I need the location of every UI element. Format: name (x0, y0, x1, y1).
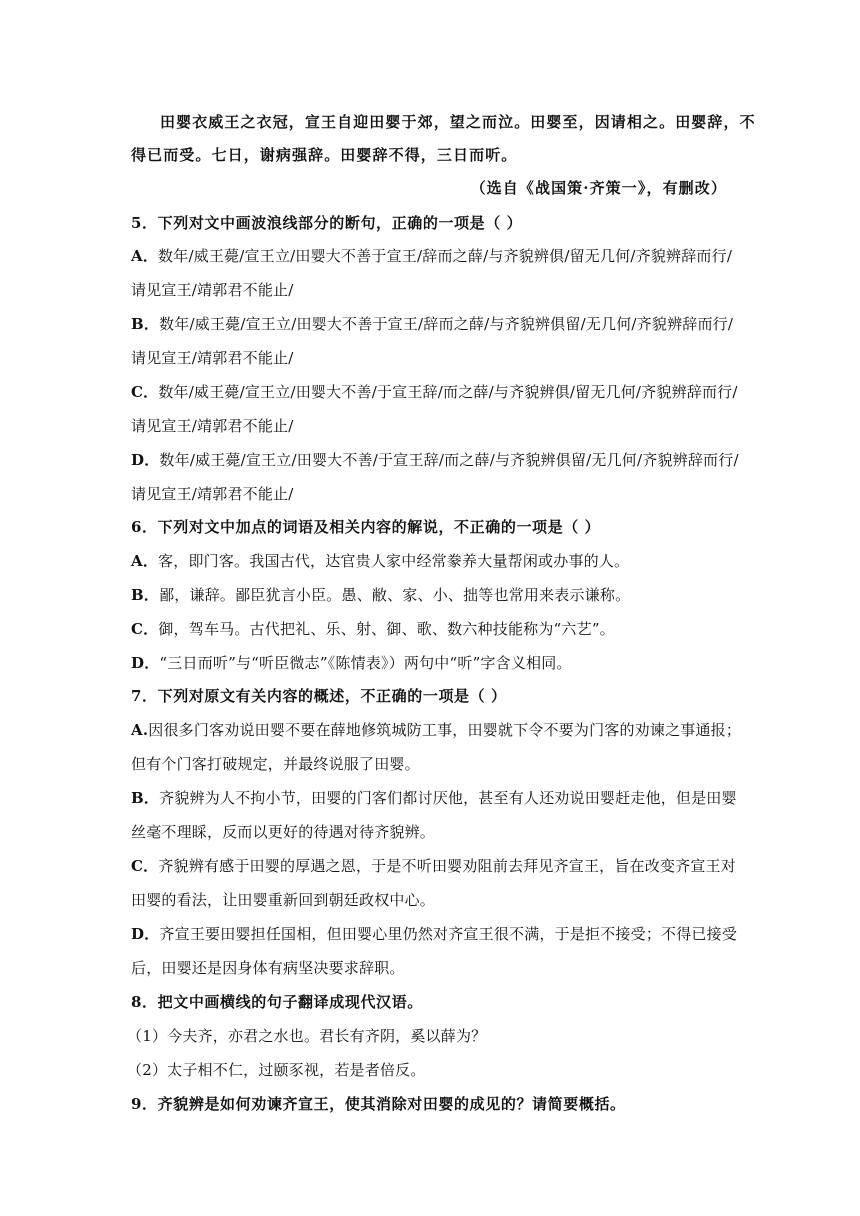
question-8-item-2 (127, 1060, 727, 1080)
question-6-option-d (131, 653, 731, 673)
option-key: C． (131, 620, 159, 638)
question-5-option-a-cont: 请见宣王/靖郭君不能止/ (131, 281, 294, 299)
question-7-option-c-cont: 田婴的看法，让田婴重新回到朝廷政权中心。 (131, 891, 436, 909)
option-text: 数年/威王薨/宣王立/田婴大不善/于宣王辞/而之薛/与齐貌辨俱留/无几何/齐貌辨辞而行/ (159, 451, 739, 469)
question-7-option-a (131, 720, 742, 740)
question-5-stem: 5．下列对文中画波浪线部分的断句，正确的一项是（ ） (131, 214, 523, 232)
option-key: C． (131, 383, 159, 401)
question-7-option-c (131, 856, 736, 876)
option-key: B． (131, 789, 160, 807)
option-text: 御，驾车马。古代把礼、乐、射、御、歌、数六种技能称为“六艺”。 (158, 620, 615, 638)
option-key: D． (131, 654, 160, 672)
item-text: 今夫齐，亦君之水也。君长有齐阴，奚以薛为？ (167, 1027, 487, 1045)
option-text: 客，即门客。我国古代，达官贵人家中经常豢养大量帮闲或办事的人。 (158, 552, 630, 570)
option-key: B． (131, 315, 160, 333)
passage-line-2 (131, 145, 731, 165)
option-text: 鄙，谦辞。鄙臣犹言小臣。愚、敝、家、小、拙等也常用来表示谦称。 (159, 586, 631, 604)
option-text: 齐宣王要田婴担任国相，但田婴心里仍然对齐宣王很不满，于是拒不接受；不得已接受 (159, 925, 738, 943)
option-key: A. (131, 721, 149, 739)
question-7-option-b (131, 788, 737, 808)
question-6-option-a (131, 551, 731, 571)
question-8-item-1 (127, 1026, 727, 1046)
option-text: 数年/威王薨/宣王立/田婴大不善/于宣王辞/而之薛/与齐貌辨俱/留无几何/齐貌辨辞而行/ (158, 383, 738, 401)
question-7-option-d (131, 924, 738, 944)
question-5-option-d (131, 450, 739, 470)
option-key: A． (131, 552, 159, 570)
option-key: D． (131, 451, 160, 469)
question-7-stem: 7．下列对原文有关内容的概述，不正确的一项是（ ） (131, 687, 507, 705)
question-6-option-b (131, 585, 731, 605)
option-text: 数年/威王薨/宣王立/田婴大不善于宣王/辞而之薛/与齐貌辨俱留/无几何/齐貌辨辞而行/ (159, 315, 734, 333)
option-key: B． (131, 586, 160, 604)
question-6-stem: 6．下列对文中加点的词语及相关内容的解说，不正确的一项是（ ） (131, 518, 601, 536)
option-text: 齐貌辨为人不拘小节，田婴的门客们都讨厌他，甚至有人还劝说田婴赶走他，但是田婴 (159, 789, 737, 807)
question-8-stem: 8．把文中画横线的句子翻译成现代汉语。 (131, 993, 423, 1011)
item-key: （2） (127, 1061, 168, 1079)
question-9-stem: 9．齐貌辨是如何劝谏齐宣王，使其消除对田婴的成见的？请简要概括。 (131, 1095, 626, 1113)
option-text: “三日而听”与“听臣微志”《陈情表》）两句中“听”字含义相同。 (159, 654, 572, 672)
option-key: C． (131, 857, 159, 875)
question-5-option-b (131, 314, 734, 334)
item-key: （1） (127, 1027, 168, 1045)
question-7-option-b-cont: 丝毫不理睬，反而以更好的待遇对待齐貌辨。 (131, 823, 436, 841)
option-text: 齐貌辨有感于田婴的厚遇之恩，于是不听田婴劝阻前去拜见齐宣王，旨在改变齐宣王对 (158, 857, 736, 875)
question-5-option-b-cont: 请见宣王/靖郭君不能止/ (131, 349, 294, 367)
passage-source: （选自《战国策·齐策一》，有删改） (470, 179, 727, 197)
question-5-option-c (131, 382, 738, 402)
question-5-option-a (131, 246, 731, 266)
question-7-option-a-cont: 但有个门客打破规定，并最终说服了田婴。 (131, 755, 420, 773)
option-key: A． (131, 247, 159, 265)
item-text: 太子相不仁，过颐豕视，若是者倍反。 (167, 1061, 426, 1079)
question-7-option-d-cont: 后，田婴还是因身体有病坚决要求辞职。 (131, 959, 405, 977)
question-5-option-c-cont: 请见宣王/靖郭君不能止/ (131, 417, 294, 435)
question-6-option-c (131, 619, 731, 639)
passage-line-1: 田婴衣威王之衣冠，宣王自迎田婴于郊，望之而泣。田婴至，因请相之。田婴辞，不 (160, 113, 756, 131)
option-key: D． (131, 925, 160, 943)
passage-line-2-text: 得已而受。七日，谢病强辞。田婴辞不得，三日而听。 (131, 146, 518, 164)
question-5-option-d-cont: 请见宣王/靖郭君不能止/ (131, 485, 294, 503)
option-text: 数年/威王薨/宣王立/田婴大不善于宣王/辞而之薛/与齐貌辨俱/留无几何/齐貌辨辞而行/ (158, 247, 733, 265)
option-text: 因很多门客劝说田婴不要在薛地修筑城防工事，田婴就下令不要为门客的劝谏之事通报； (148, 721, 742, 739)
